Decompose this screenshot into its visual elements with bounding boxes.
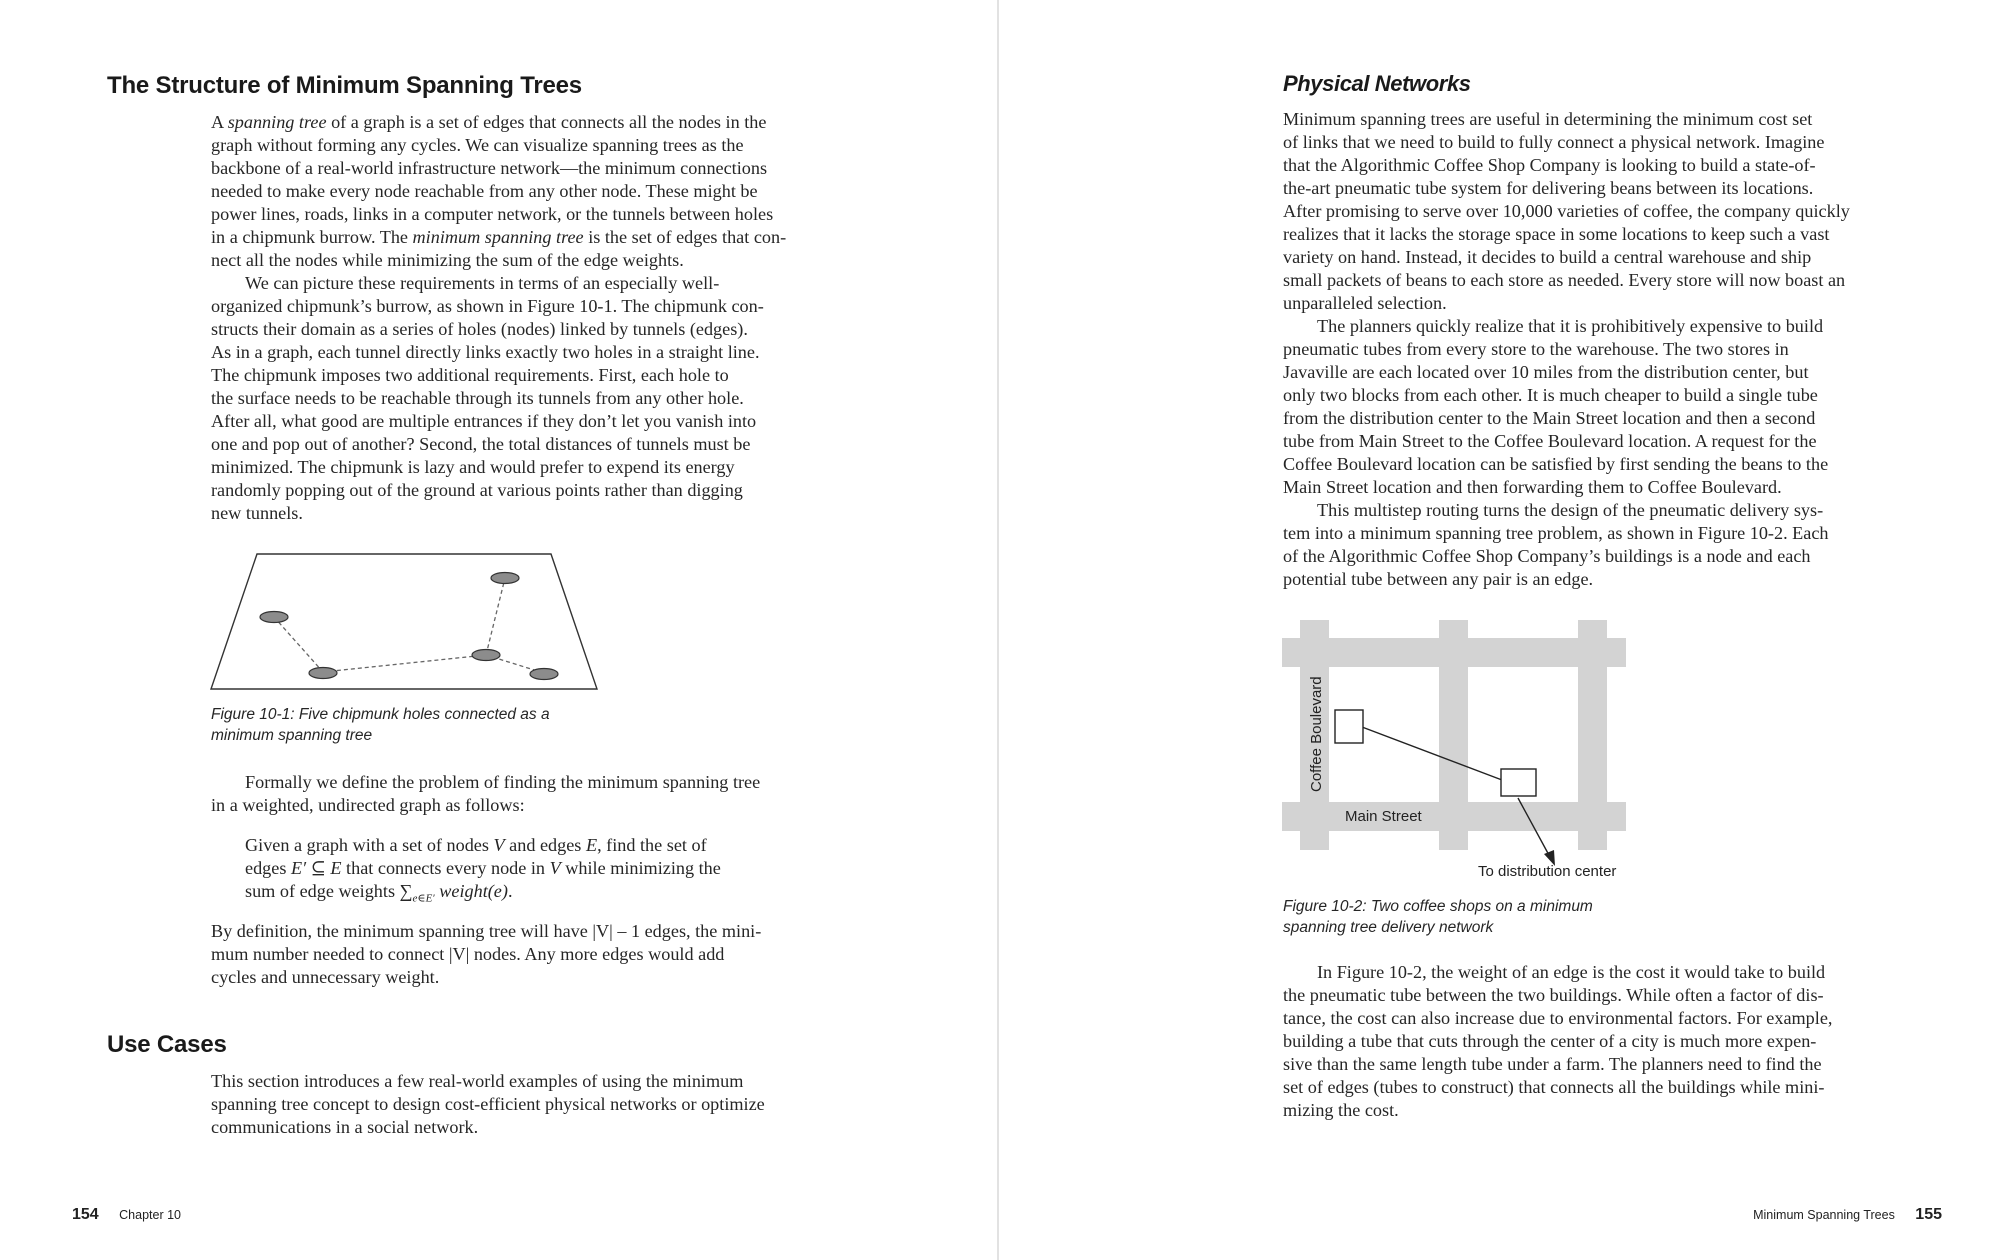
section-heading-structure: The Structure of Minimum Spanning Trees [107, 72, 582, 99]
paragraph-chipmunk-burrow: We can picture these requirements in terms of an especially well- organized chipmunk’s burrow, as shown in Figure 10-1. The chipmunk con- structs their domain as a series of holes (nodes) linked by tunnels (edges). As in a graph, each tunnel directly links exactly two holes in a straight line. The chipmunk imposes two additional requirements. First, each hole to the surface needs to be reachable through its tunnels from any other hole. After all, what good are multiple entrances if they don’t let you vanish into one and pop out of another? Second, the total distances of tunnels must be minimized. The chipmunk is lazy and would prefer to expend its energy randomly popping out of the ground at various points rather than digging new tunnels. [211, 273, 764, 523]
street-vertical-right [1578, 620, 1607, 850]
page-number: 154 [72, 1206, 99, 1223]
paragraph-multistep-routing: This multistep routing turns the design of the pneumatic delivery sys- tem into a minimum spanning tree problem, as shown in Figure 10-2. Each of the Algorithmic Coffee Shop Company’s buildings is a node and each potential tube between any pair is an edge. [1283, 500, 1829, 589]
section-heading-use-cases: Use Cases [107, 1031, 227, 1058]
hole-node [491, 573, 519, 584]
figure-10-2-caption: Figure 10-2: Two coffee shops on a minimum spanning tree delivery network [1283, 898, 1593, 936]
figure-chipmunk-burrow [208, 550, 600, 694]
paragraph-spanning-tree-definition: A spanning tree of a graph is a set of edges that connects all the nodes in the graph without forming any cycles. We can visualize spanning trees as the backbone of a real-world infrastructure network—the minimum connections needed to make every node reachable from any other node. These might be power lines, roads, links in a computer network, or the tunnels between holes in a chipmunk burrow. The minimum spanning tree is the set of edges that con- nect all the nodes while minimizing the sum of the edge weights. [211, 112, 787, 270]
paragraph-physical-networks: Minimum spanning trees are useful in determining the minimum cost set of links that we need to build to fully connect a physical network. Imagine that the Algorithmic Coffee Shop Company is looking to build a state-of- the-art pneumatic tube system for delivering beans between its locations. After promising to serve over 10,000 varieties of coffee, the company quickly realizes that it lacks the storage space in some locations to keep such a vast variety on hand. Instead, it decides to build a central warehouse and ship small packets of beans to each store as needed. Every store will now boast an unparalleled selection. [1283, 109, 1850, 313]
label-main-street: Main Street [1345, 808, 1422, 825]
street-vertical-middle [1439, 620, 1468, 850]
hole-node [309, 668, 337, 679]
left-page [0, 0, 997, 1260]
paragraph-use-cases-intro: This section introduces a few real-world examples of using the minimum spanning tree concept to design cost-efficient physical networks or optimize communications in a social network. [211, 1071, 765, 1137]
running-head-chapter: Chapter 10 [119, 1208, 182, 1222]
tube-edge-between-shops [1362, 727, 1502, 780]
figure-10-1-caption: Figure 10-1: Five chipmunk holes connected as a minimum spanning tree [211, 706, 550, 744]
paragraph-planners: The planners quickly realize that it is prohibitively expensive to build pneumatic tubes from every store to the warehouse. The two stores in Javaville are each located over 10 miles from the distribution center, but only two blocks from each other. It is much cheaper to build a single tube from the distribution center to the Main Street location and then a second tube from Main Street to the Coffee Boulevard location. A request for the Coffee Boulevard location can be satisfied by first sending the beans to the Main Street location and then forwarding them to Coffee Boulevard. [1283, 316, 1829, 497]
hole-node [472, 650, 500, 661]
label-coffee-boulevard: Coffee Boulevard [1308, 676, 1325, 792]
paragraph-formal-definition-intro: Formally we define the problem of finding the minimum spanning tree in a weighted, undirected graph as follows: [211, 772, 761, 815]
label-distribution-center: To distribution center [1478, 863, 1617, 880]
hole-node [530, 669, 558, 680]
coffee-shop-building [1335, 710, 1363, 743]
paragraph-edge-count: By definition, the minimum spanning tree will have |V| – 1 edges, the mini- mum number needed to connect |V| nodes. Any more edges would add cycles and unnecessary weight. [211, 921, 762, 987]
right-folio [1753, 1206, 1942, 1224]
page-number: 155 [1915, 1206, 1942, 1223]
subsection-heading-physical-networks: Physical Networks [1283, 71, 1471, 96]
hole-node [260, 612, 288, 623]
coffee-shop-building [1501, 769, 1536, 796]
definition-block: Given a graph with a set of nodes V and edges E, find the set of edges E′ ⊆ E that connects every node in V while minimizing the sum of edge weights $\sum_{e\in E'}$ weight(e). [245, 835, 721, 905]
left-folio [72, 1206, 181, 1224]
paragraph-edge-weight-cost: In Figure 10-2, the weight of an edge is the cost it would take to build the pneumatic tube between the two buildings. While often a factor of dis- tance, the cost can also increase due to environmental factors. For example, building a tube that cuts through the center of a city is much more expen- sive than the same length tube under a farm. The planners need to find the set of edges (tubes to construct) that connects all the buildings while mini- mizing the cost. [1283, 962, 1833, 1120]
summation-symbol: ∑ [399, 881, 413, 901]
term-minimum-spanning-tree: minimum spanning tree [412, 227, 584, 247]
street-grid [1282, 620, 1626, 850]
term-spanning-tree: spanning tree [227, 112, 327, 132]
running-head-title: Minimum Spanning Trees [1753, 1208, 1895, 1222]
right-page [999, 0, 1998, 1260]
figure-coffee-shop-network [1282, 618, 1627, 884]
